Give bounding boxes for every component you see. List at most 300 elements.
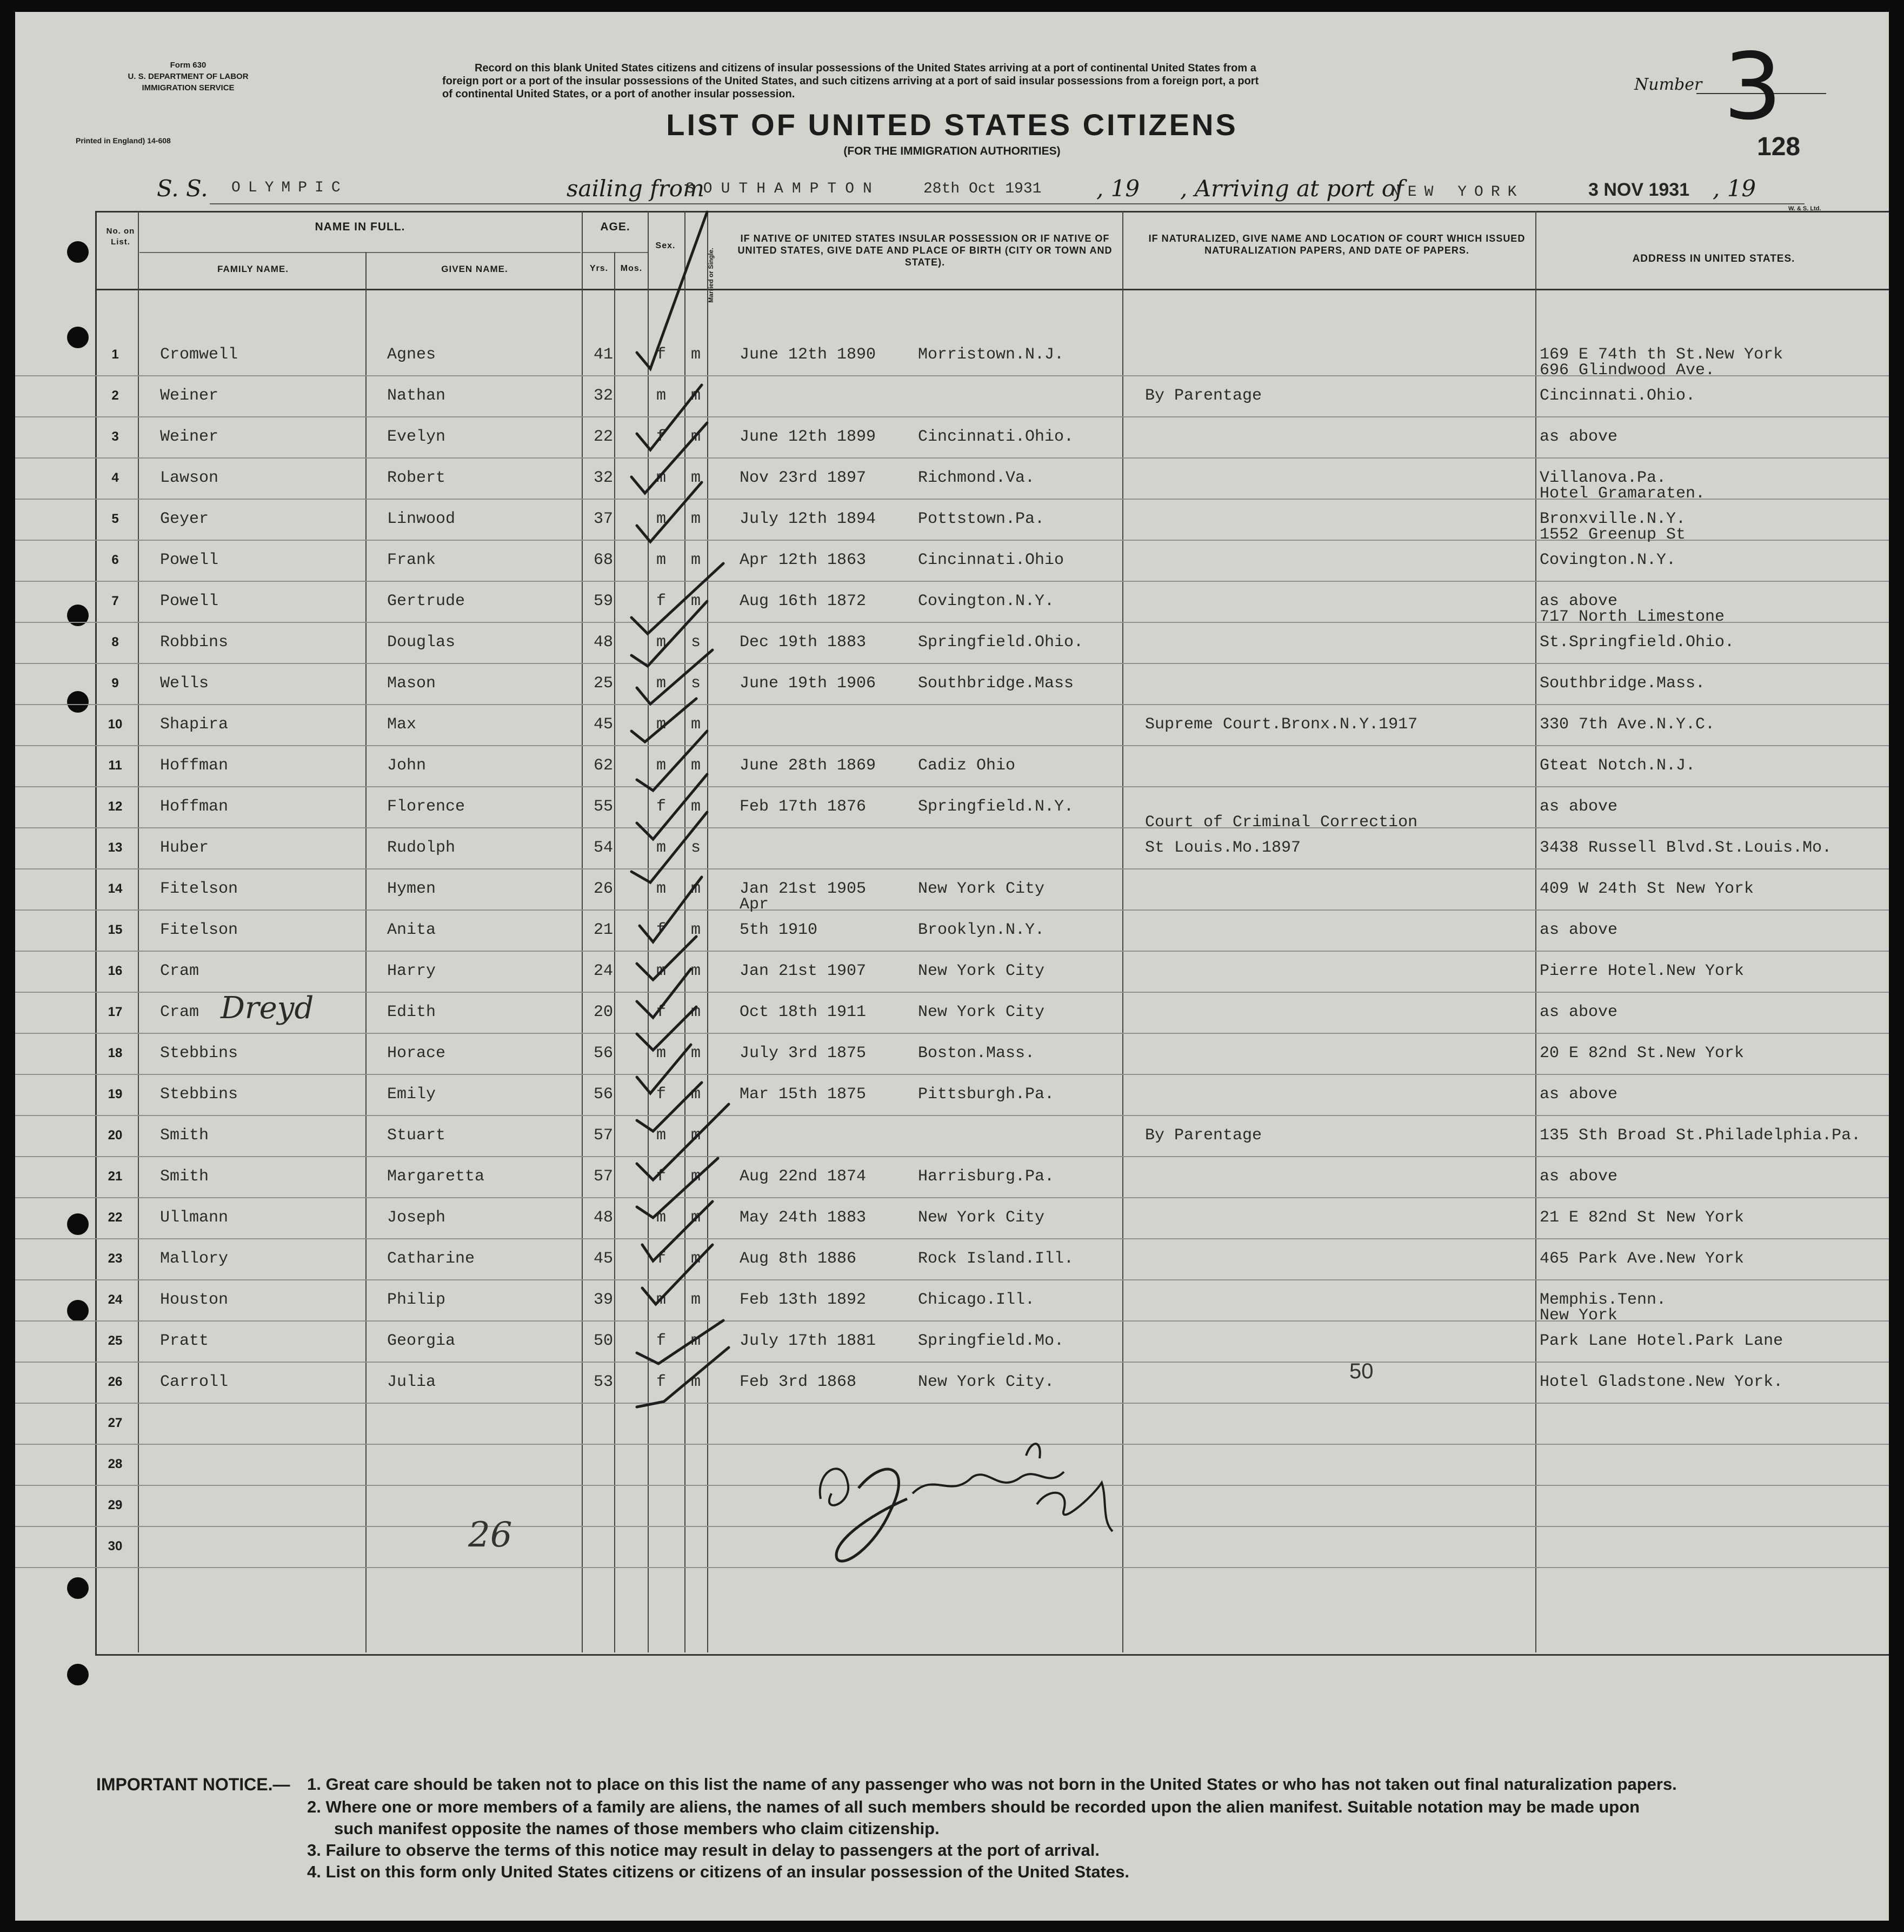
punch-hole xyxy=(67,1577,89,1599)
cell-family: Cromwell xyxy=(160,346,238,364)
count-mark: 26 xyxy=(468,1515,512,1555)
row-number: 14 xyxy=(108,881,123,896)
signature-scrawl xyxy=(810,1434,1134,1585)
cell-bdate: Aug 8th 1886 xyxy=(740,1250,857,1268)
cell-age: 57 xyxy=(593,1167,613,1186)
punch-hole xyxy=(67,241,89,263)
cell-family: Mallory xyxy=(160,1250,229,1268)
cell-given: Florence xyxy=(387,798,465,816)
cell-bdate: July 12th 1894 xyxy=(740,510,876,528)
form-info xyxy=(107,59,269,94)
cell-addr: St.Springfield.Ohio. xyxy=(1540,633,1735,652)
printed-note: Printed in England) 14-608 xyxy=(76,136,171,145)
cell-bplace: Cincinnati.Ohio xyxy=(918,551,1064,569)
cell-sex: f xyxy=(656,798,667,816)
cell-addr: as above xyxy=(1540,428,1618,446)
cell-addr: Park Lane Hotel.Park Lane xyxy=(1540,1332,1783,1350)
cell-age xyxy=(584,1485,613,1526)
cell-age: 21 xyxy=(593,921,613,939)
row-number: 10 xyxy=(108,717,123,732)
cell-addr: 20 E 82nd St.New York xyxy=(1540,1044,1745,1063)
cell-given: Rudolph xyxy=(387,839,456,857)
cell-given: Catharine xyxy=(387,1250,475,1268)
table-row xyxy=(15,813,1889,869)
notice-label: IMPORTANT NOTICE.— xyxy=(96,1775,290,1794)
cell-age xyxy=(584,1444,613,1485)
cell-family: Powell xyxy=(160,592,219,610)
row-number: 12 xyxy=(108,799,123,814)
cell-bdate: July 3rd 1875 xyxy=(740,1044,867,1063)
header-bottom-rule xyxy=(95,289,1889,290)
cell-ms: m xyxy=(691,1209,701,1227)
cell-given: Evelyn xyxy=(387,428,446,446)
arrival-port: NEW YORK xyxy=(1391,184,1524,201)
cell-sex: f xyxy=(656,921,667,939)
cell-ms: m xyxy=(691,387,701,405)
cell-sex: m xyxy=(656,510,667,528)
cell-bplace: Morristown.N.J. xyxy=(918,346,1064,364)
cell-sex: f xyxy=(656,346,667,364)
cell-age: 37 xyxy=(593,510,613,528)
cell-nat: St Louis.Mo.1897 xyxy=(1145,839,1301,857)
row-number: 3 xyxy=(111,429,119,444)
cell-family: Pratt xyxy=(160,1332,209,1350)
cell-bplace: Springfield.Ohio. xyxy=(918,633,1084,652)
cell-ms: s xyxy=(691,839,701,857)
year-label: , 19 xyxy=(1096,175,1140,202)
cell-age: 62 xyxy=(593,756,613,775)
cell-sex: f xyxy=(656,1003,667,1021)
cell-sex: m xyxy=(656,469,667,487)
notice-item: such manifest opposite the names of those members who claim citizenship. xyxy=(334,1819,940,1838)
cell-given: John xyxy=(387,756,427,775)
col-birth: IF NATIVE OF UNITED STATES INSULAR POSSESSION OR IF NATIVE OF UNITED STATES, GIVE DATE AND PLACE OF BIRTH (CITY OR TOWN AND STATE). xyxy=(737,233,1113,268)
cell-given: Robert xyxy=(387,469,446,487)
cell-family: Stebbins xyxy=(160,1044,238,1063)
cell-bdate: Nov 23rd 1897 xyxy=(740,469,867,487)
cell-addr: Memphis.Tenn. xyxy=(1540,1291,1667,1309)
instructions-line: of continental United States, or a port of another insular possession. xyxy=(442,88,795,100)
cell-bdate: 5th 1910 xyxy=(740,921,818,939)
table-row xyxy=(15,1074,1889,1116)
cell-given: Julia xyxy=(387,1373,436,1391)
cell-age: 26 xyxy=(593,880,613,898)
total-mark: 50 xyxy=(1349,1359,1374,1383)
cell-sex: m xyxy=(656,962,667,980)
table-row xyxy=(15,992,1889,1034)
cell-given: Harry xyxy=(387,962,436,980)
cell-addr: Cincinnati.Ohio. xyxy=(1540,387,1696,405)
cell-ms: m xyxy=(691,510,701,528)
cell-age: 68 xyxy=(593,551,613,569)
cell-ms: m xyxy=(691,962,701,980)
row-number: 19 xyxy=(108,1087,123,1101)
cell-sex: f xyxy=(656,1373,667,1391)
cell-age: 56 xyxy=(593,1044,613,1063)
cell-bplace: Boston.Mass. xyxy=(918,1044,1035,1063)
cell-age: 41 xyxy=(593,346,613,364)
cell-given: Hymen xyxy=(387,880,436,898)
cell-ms: m xyxy=(691,798,701,816)
cell-bdate: Aug 22nd 1874 xyxy=(740,1167,867,1186)
table-row xyxy=(15,1033,1889,1075)
instructions-line: Record on this blank United States citizens and citizens of insular possessions of the United States arriving at a port of continental United States from a xyxy=(475,62,1256,74)
cell-bplace: New York City xyxy=(918,1209,1045,1227)
number-label: Number xyxy=(1634,75,1702,94)
cell-addr: 21 E 82nd St New York xyxy=(1540,1209,1745,1227)
cell-bdate: Feb 13th 1892 xyxy=(740,1291,867,1309)
row-number: 9 xyxy=(111,676,119,691)
cell-addr: as above xyxy=(1540,921,1618,939)
row-number: 18 xyxy=(108,1046,123,1060)
cell-age: 25 xyxy=(593,674,613,693)
cell-bdate: July 17th 1881 xyxy=(740,1332,876,1350)
page-subtitle: (FOR THE IMMIGRATION AUTHORITIES) xyxy=(843,145,1061,157)
cell-addr: 135 Sth Broad St.Philadelphia.Pa. xyxy=(1540,1126,1861,1145)
col-age-mos: Mos. xyxy=(620,264,643,273)
cell-sex: m xyxy=(656,1126,667,1145)
cell-addr: 169 E 74th th St.New York xyxy=(1540,346,1783,364)
row-number: 25 xyxy=(108,1333,123,1348)
cell-sex: f xyxy=(656,428,667,446)
cell-family: Stebbins xyxy=(160,1085,238,1104)
cell-addr-pre: 1552 Greenup St xyxy=(1540,526,1686,544)
cell-ms: m xyxy=(691,1044,701,1063)
department: U. S. DEPARTMENT OF LABOR xyxy=(128,72,249,81)
cell-age: 22 xyxy=(593,428,613,446)
row-number: 2 xyxy=(111,388,119,403)
cell-family-note: Dreyd xyxy=(221,991,314,1026)
cell-sex: m xyxy=(656,633,667,652)
table-row xyxy=(15,663,1889,705)
cell-family: Weiner xyxy=(160,387,219,405)
cell-addr: 330 7th Ave.N.Y.C. xyxy=(1540,715,1715,734)
row-number: 22 xyxy=(108,1210,123,1225)
cell-ms: m xyxy=(691,551,701,569)
cell-ms: m xyxy=(691,1126,701,1145)
cell-bplace: New York City xyxy=(918,962,1045,980)
col-family-name: FAMILY NAME. xyxy=(217,264,289,274)
cell-sex: f xyxy=(656,1332,667,1350)
cell-addr: Villanova.Pa. xyxy=(1540,469,1667,487)
cell-bdate: Dec 19th 1883 xyxy=(740,633,867,652)
cell-given: Philip xyxy=(387,1291,446,1309)
cell-bplace: Cincinnati.Ohio. xyxy=(918,428,1074,446)
cell-bplace: Richmond.Va. xyxy=(918,469,1035,487)
cell-bdate: June 12th 1899 xyxy=(740,428,876,446)
cell-family: Hoffman xyxy=(160,798,229,816)
cell-bplace: Chicago.Ill. xyxy=(918,1291,1035,1309)
cell-age xyxy=(584,1526,613,1567)
cell-age: 24 xyxy=(593,962,613,980)
cell-addr: Covington.N.Y. xyxy=(1540,551,1676,569)
cell-bplace: Springfield.N.Y. xyxy=(918,798,1074,816)
instructions-line: foreign port or a port of the insular possessions of the United States, and such citizens arriving at a port of said insular possessions from a foreign port, a port xyxy=(442,75,1259,87)
cell-addr: as above xyxy=(1540,1003,1618,1021)
table-row xyxy=(15,951,1889,993)
cell-family: Houston xyxy=(160,1291,229,1309)
cell-ms: s xyxy=(691,674,701,693)
table-row xyxy=(15,1238,1889,1280)
sailing-port: SOUTHAMPTON xyxy=(685,181,881,197)
ship-name: OLYMPIC xyxy=(231,180,348,196)
cell-addr: Bronxville.N.Y. xyxy=(1540,510,1686,528)
cell-age: 45 xyxy=(593,715,613,734)
row-number: 24 xyxy=(108,1292,123,1307)
arrival-date-stamp: 3 NOV 1931 xyxy=(1588,180,1690,200)
page-number: 128 xyxy=(1757,132,1801,161)
cell-ms: m xyxy=(691,469,701,487)
table-row xyxy=(15,361,1889,417)
cell-family: Hoffman xyxy=(160,756,229,775)
cell-ms: m xyxy=(691,756,701,775)
cell-bplace: Harrisburg.Pa. xyxy=(918,1167,1055,1186)
cell-ms: m xyxy=(691,715,701,734)
cell-addr: as above xyxy=(1540,592,1618,610)
cell-addr: as above xyxy=(1540,798,1618,816)
cell-age: 54 xyxy=(593,839,613,857)
cell-bplace: Pittsburgh.Pa. xyxy=(918,1085,1055,1104)
row-number: 29 xyxy=(108,1498,123,1512)
cell-bplace: Springfield.Mo. xyxy=(918,1332,1064,1350)
cell-given: Emily xyxy=(387,1085,436,1104)
cell-age: 59 xyxy=(593,592,613,610)
cell-family: Cram xyxy=(160,962,199,980)
cell-given: Horace xyxy=(387,1044,446,1063)
cell-family: Weiner xyxy=(160,428,219,446)
cell-ms: m xyxy=(691,346,701,364)
cell-given: Frank xyxy=(387,551,436,569)
cell-family: Fitelson xyxy=(160,880,238,898)
row-number: 1 xyxy=(111,347,119,362)
cell-age: 50 xyxy=(593,1332,613,1350)
row-number: 30 xyxy=(108,1539,123,1553)
cell-family: Lawson xyxy=(160,469,219,487)
cell-family: Geyer xyxy=(160,510,209,528)
cell-given: Nathan xyxy=(387,387,446,405)
row-number: 16 xyxy=(108,964,123,978)
row-number: 7 xyxy=(111,594,119,608)
table-row xyxy=(15,704,1889,746)
row-number: 15 xyxy=(108,922,123,937)
page-title: LIST OF UNITED STATES CITIZENS xyxy=(666,108,1238,142)
row-number: 26 xyxy=(108,1375,123,1389)
table-row xyxy=(15,868,1889,914)
cell-bplace: New York City. xyxy=(918,1373,1055,1391)
cell-bdate: Jan 21st 1907 xyxy=(740,962,867,980)
cell-age: 32 xyxy=(593,387,613,405)
cell-bdate: June 19th 1906 xyxy=(740,674,876,693)
cell-sex: m xyxy=(656,756,667,775)
cell-ms: m xyxy=(691,1167,701,1186)
cell-given: Margaretta xyxy=(387,1167,485,1186)
cell-family: Carroll xyxy=(160,1373,229,1391)
cell-bplace: Southbridge.Mass xyxy=(918,674,1074,693)
cell-addr-pre: New York xyxy=(1540,1306,1618,1325)
table-row xyxy=(15,416,1889,459)
cell-family: Fitelson xyxy=(160,921,238,939)
cell-addr: Gteat Notch.N.J. xyxy=(1540,756,1696,775)
cell-bplace: New York City xyxy=(918,880,1045,898)
cell-sex: m xyxy=(656,551,667,569)
table-row xyxy=(15,1156,1889,1198)
row-number: 6 xyxy=(111,553,119,567)
cell-sex: m xyxy=(656,839,667,857)
cell-given: Edith xyxy=(387,1003,436,1021)
cell-age: 45 xyxy=(593,1250,613,1268)
col-name-in-full: NAME IN FULL. xyxy=(315,221,405,233)
notice-item: 4. List on this form only United States citizens or citizens of an insular possession of the United States. xyxy=(307,1862,1129,1881)
cell-addr-pre: 696 Glindwood Ave. xyxy=(1540,361,1715,380)
cell-nat-pre: Court of Criminal Correction xyxy=(1145,813,1418,832)
cell-sex: f xyxy=(656,1085,667,1104)
ship-prefix: S. S. xyxy=(157,175,208,202)
cell-age: 48 xyxy=(593,633,613,652)
row-number: 21 xyxy=(108,1169,123,1184)
cell-family: Wells xyxy=(160,674,209,693)
cell-bdate-pre: Apr xyxy=(740,895,769,914)
col-naturalized: IF NATURALIZED, GIVE NAME AND LOCATION OF COURT WHICH ISSUED NATURALIZATION PAPERS, AND DATE OF PAPERS. xyxy=(1148,233,1526,256)
cell-addr-pre: Hotel Gramaraten. xyxy=(1540,484,1706,503)
manifest-sheet xyxy=(15,12,1889,1921)
cell-addr: Pierre Hotel.New York xyxy=(1540,962,1745,980)
table-row xyxy=(15,1115,1889,1157)
cell-bdate: Feb 17th 1876 xyxy=(740,798,867,816)
cell-given: Georgia xyxy=(387,1332,456,1350)
cell-given: Mason xyxy=(387,674,436,693)
cell-addr: 3438 Russell Blvd.St.Louis.Mo. xyxy=(1540,839,1832,857)
table-row xyxy=(15,1362,1889,1404)
table-row xyxy=(15,745,1889,787)
notice-item: 3. Failure to observe the terms of this notice may result in delay to passengers at the port of arrival. xyxy=(307,1841,1100,1860)
row-number: 20 xyxy=(108,1128,123,1143)
cell-ms: m xyxy=(691,1250,701,1268)
cell-addr-pre: 717 North Limestone xyxy=(1540,608,1725,626)
cell-sex: m xyxy=(656,1209,667,1227)
row-number: 28 xyxy=(108,1457,123,1471)
col-address: ADDRESS IN UNITED STATES. xyxy=(1632,253,1795,264)
cell-ms: m xyxy=(691,1085,701,1104)
cell-sex: m xyxy=(656,715,667,734)
cell-bplace: Brooklyn.N.Y. xyxy=(918,921,1045,939)
service: IMMIGRATION SERVICE xyxy=(142,83,235,92)
cell-family: Smith xyxy=(160,1126,209,1145)
cell-ms: m xyxy=(691,592,701,610)
cell-family: Cram xyxy=(160,1003,199,1021)
number-value: 3 xyxy=(1723,34,1782,141)
cell-bdate: Feb 3rd 1868 xyxy=(740,1373,857,1391)
cell-ms: m xyxy=(691,880,701,898)
cell-bplace: Rock Island.Ill. xyxy=(918,1250,1074,1268)
cell-family: Shapira xyxy=(160,715,229,734)
cell-given: Anita xyxy=(387,921,436,939)
col-given-name: GIVEN NAME. xyxy=(441,264,508,274)
row-number: 11 xyxy=(108,758,122,773)
sailing-label: sailing from xyxy=(567,175,704,202)
cell-age: 48 xyxy=(593,1209,613,1227)
col-married-single: Married or Single. xyxy=(707,248,715,303)
cell-addr: 465 Park Ave.New York xyxy=(1540,1250,1745,1268)
cell-ms: m xyxy=(691,1003,701,1021)
row-number: 8 xyxy=(111,635,119,649)
cell-given: Gertrude xyxy=(387,592,465,610)
row-number: 23 xyxy=(108,1251,123,1266)
row-number: 5 xyxy=(111,512,119,526)
form-number: Form 630 xyxy=(170,61,207,70)
year-label: , 19 xyxy=(1713,175,1756,202)
cell-bplace: New York City xyxy=(918,1003,1045,1021)
cell-sex: f xyxy=(656,1167,667,1186)
notice-item: 2. Where one or more members of a family are aliens, the names of all such members should be recorded upon the alien manifest. Suitable notation may be made upon xyxy=(307,1797,1640,1816)
cell-nat: Supreme Court.Bronx.N.Y.1917 xyxy=(1145,715,1418,734)
cell-bdate: Mar 15th 1875 xyxy=(740,1085,867,1104)
cell-age: 55 xyxy=(593,798,613,816)
arriving-label: , Arriving at port of xyxy=(1180,175,1404,202)
cell-addr: as above xyxy=(1540,1167,1618,1186)
cell-age: 56 xyxy=(593,1085,613,1104)
cell-age: 39 xyxy=(593,1291,613,1309)
row-number: 17 xyxy=(108,1005,123,1019)
cell-family: Smith xyxy=(160,1167,209,1186)
cell-addr: as above xyxy=(1540,1085,1618,1104)
notice-item: 1. Great care should be taken not to place on this list the name of any passenger who was not born in the United States or who has not taken out final naturalization papers. xyxy=(307,1775,1677,1794)
row-number: 13 xyxy=(108,840,123,855)
cell-nat: By Parentage xyxy=(1145,1126,1262,1145)
punch-hole xyxy=(67,1664,89,1685)
cell-ms: m xyxy=(691,1332,701,1350)
cell-bdate: Jan 21st 1905 xyxy=(740,880,867,898)
cell-family: Ullmann xyxy=(160,1209,229,1227)
cell-addr: Southbridge.Mass. xyxy=(1540,674,1706,693)
sailing-date: 28th Oct 1931 xyxy=(923,181,1042,197)
cell-bdate: Apr 12th 1863 xyxy=(740,551,867,569)
cell-family: Robbins xyxy=(160,633,229,652)
cell-age: 57 xyxy=(593,1126,613,1145)
cell-bdate: June 28th 1869 xyxy=(740,756,876,775)
cell-given: Linwood xyxy=(387,510,456,528)
cell-sex: m xyxy=(656,387,667,405)
inspector-signature xyxy=(810,1434,1134,1585)
ship-line-rule xyxy=(210,203,1805,204)
cell-given: Max xyxy=(387,715,417,734)
table-row xyxy=(15,526,1889,582)
cell-age: 20 xyxy=(593,1003,613,1021)
col-no: No. on List. xyxy=(106,227,135,247)
cell-nat: By Parentage xyxy=(1145,387,1262,405)
cell-given: Douglas xyxy=(387,633,456,652)
cell-ms: s xyxy=(691,633,701,652)
cell-ms: m xyxy=(691,428,701,446)
cell-sex: m xyxy=(656,1044,667,1063)
checkmarks xyxy=(599,190,761,1434)
cell-bdate: Oct 18th 1911 xyxy=(740,1003,867,1021)
cell-bdate: June 12th 1890 xyxy=(740,346,876,364)
table-row xyxy=(15,895,1889,952)
col-age-yrs: Yrs. xyxy=(589,264,609,273)
printer-mark: W. & S. Ltd. xyxy=(1788,205,1821,212)
col-sex: Sex. xyxy=(655,241,676,250)
cell-ms: m xyxy=(691,1373,701,1391)
cell-given: Stuart xyxy=(387,1126,446,1145)
cell-bplace: Cadiz Ohio xyxy=(918,756,1016,775)
cell-addr: Hotel Gladstone.New York. xyxy=(1540,1373,1783,1391)
row-number: 27 xyxy=(108,1416,123,1430)
cell-family: Powell xyxy=(160,551,219,569)
table-row xyxy=(15,1306,1889,1363)
cell-age: 32 xyxy=(593,469,613,487)
cell-bdate: May 24th 1883 xyxy=(740,1209,867,1227)
cell-bplace: Covington.N.Y. xyxy=(918,592,1055,610)
